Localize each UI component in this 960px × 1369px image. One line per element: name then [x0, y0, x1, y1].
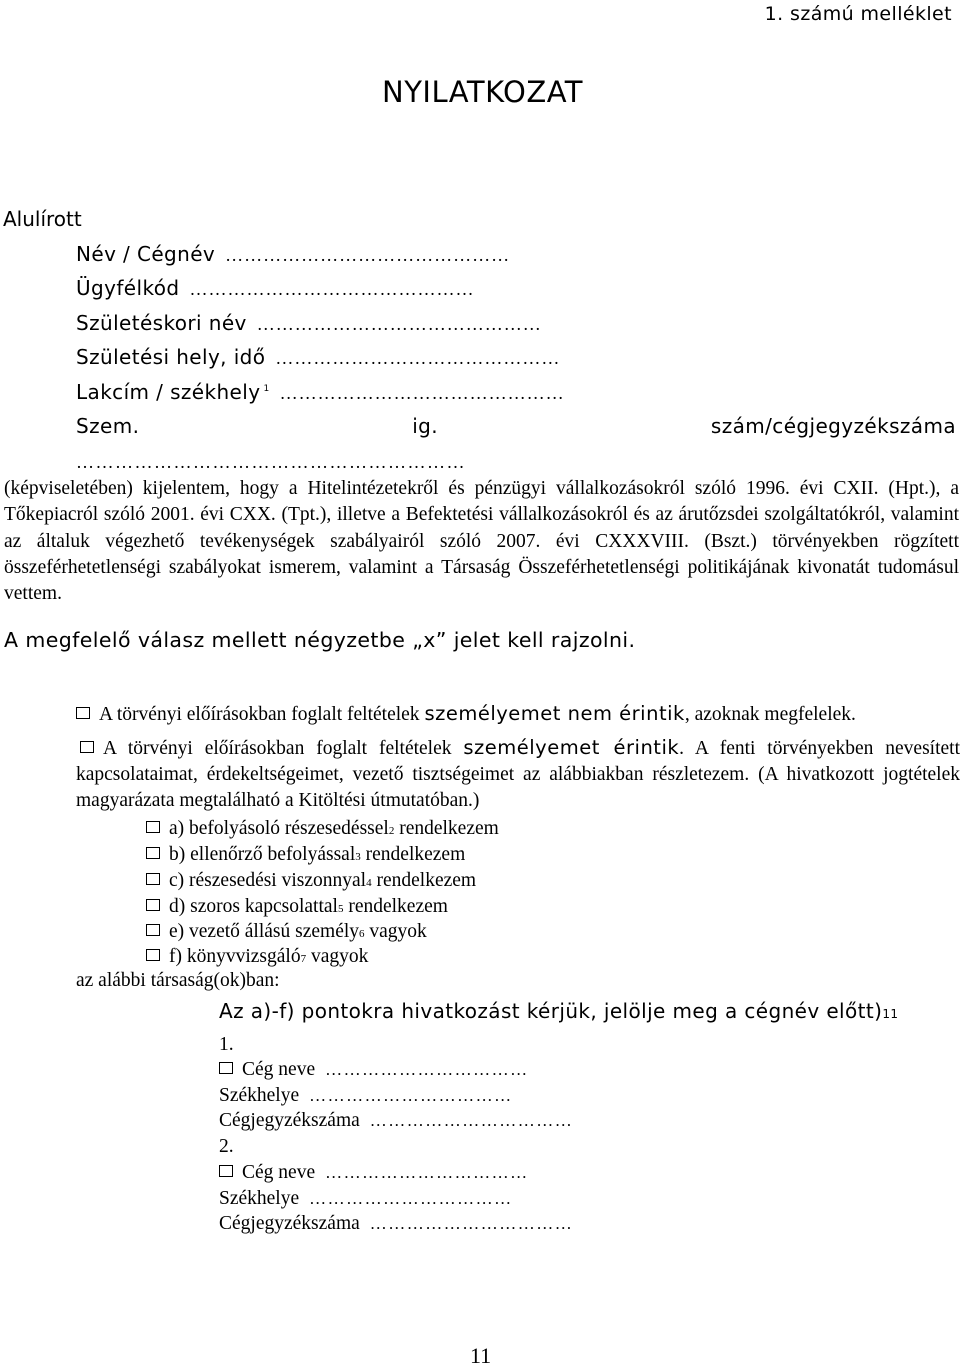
company-2-name	[219, 1162, 529, 1184]
footnote-marker: 11	[882, 1007, 899, 1021]
footnote-marker: 2	[388, 825, 395, 837]
sub-option-text: d) szoros kapcsolattal	[169, 896, 338, 917]
declaration-text: (képviseletében) kijelentem, hogy a Hitelintézetekről és pénzügyi vállalkozásokról szóló 1996. évi CXII. (Hpt.), a Tőkepiacról szóló 2001. évi CXX. (Tpt.), illetve a Befektetési vállalkozásokról és az árutőzsdei szolgáltatókról, valamint az általuk végezhető tevékenységek szabályairól szóló 2007. évi CXXXVIII. (Bszt.) törvényekben rögzített összeférhetetlenségi szabályokat ismerem, valamint a Társaság Összeférhetetlenségi politikájának kivonatát tudomásul vettem.	[4, 478, 959, 605]
sub-option-after: vagyok	[306, 946, 369, 967]
sub-option-text: e) vezető állású személy	[169, 921, 360, 942]
sub-option-a	[146, 818, 499, 840]
company-2-number: 2.	[219, 1136, 234, 1157]
company-seat-label: Székhelye	[219, 1085, 300, 1106]
field-name	[76, 242, 510, 266]
company-seat-dots[interactable]: ……………………………	[309, 1189, 513, 1208]
footnote-marker: 6	[359, 928, 365, 940]
company-reg-dots[interactable]: ……………………………	[369, 1214, 574, 1233]
company-2-seat	[219, 1188, 513, 1210]
option-emphasis: személyemet nem érintik	[424, 702, 685, 725]
field-dots[interactable]: ………………………………………	[189, 279, 475, 299]
option-text-end: . A fenti törvényekben nevesített kapcsolataimat, érdekeltségeimet, vezető tisztségeimet az alábbiakban részletezem. (A hivatkozott jogtételek magyarázata megtalálható a Kitöltési útmutatóban.)	[76, 738, 960, 811]
sub-option-text: f) könyvvizsgáló	[169, 946, 301, 967]
company-reg-label: Cégjegyzékszáma	[219, 1213, 360, 1234]
option-affected	[76, 735, 960, 814]
checkbox-f[interactable]	[146, 949, 160, 961]
page-number: 11	[470, 1343, 492, 1368]
field-birth-place-date	[76, 345, 560, 369]
company-1-name	[219, 1059, 529, 1081]
companies-intro: az alábbi társaság(ok)ban:	[76, 970, 280, 991]
sub-option-text: a) befolyásoló részesedéssel	[169, 818, 389, 839]
checkbox-d[interactable]	[146, 899, 160, 911]
id-word-2: ig.	[412, 414, 439, 438]
company-1-reg	[219, 1110, 573, 1132]
company-1-number: 1.	[219, 1034, 234, 1055]
intro-label: Alulírott	[3, 207, 82, 231]
field-label: Lakcím / székhely	[76, 380, 261, 404]
field-client-code	[76, 276, 474, 300]
field-dots[interactable]: ………………………………………	[256, 314, 542, 334]
sub-option-after: rendelkezem	[394, 818, 499, 839]
declaration-paragraph	[4, 449, 959, 607]
field-dots[interactable]: ………………………………………	[279, 383, 565, 403]
sub-option-after: rendelkezem	[343, 896, 448, 917]
declaration-dots[interactable]: ……………………………………………………	[76, 452, 466, 472]
checkbox-a[interactable]	[146, 821, 160, 833]
sub-option-text: c) részesedési viszonnyal	[169, 870, 367, 891]
page-title: NYILATKOZAT	[382, 75, 584, 109]
sub-option-b	[146, 844, 465, 866]
id-word-1: Szem.	[76, 414, 140, 438]
company-seat-label: Székhelye	[219, 1188, 300, 1209]
reference-note-text: Az a)-f) pontokra hivatkozást kérjük, jelölje meg a cégnév előtt)	[219, 999, 883, 1023]
checkbox-company-1[interactable]	[219, 1062, 233, 1074]
sub-option-d	[146, 896, 448, 918]
field-dots[interactable]: ………………………………………	[275, 348, 561, 368]
id-number-row	[76, 414, 956, 438]
company-name-dots[interactable]: ……………………………	[325, 1060, 529, 1079]
company-name-dots[interactable]: ……………………………	[325, 1163, 529, 1182]
checkbox-company-2[interactable]	[219, 1165, 233, 1177]
checkbox-b[interactable]	[146, 847, 160, 859]
sub-option-after: rendelkezem	[360, 844, 466, 865]
sub-option-c	[146, 870, 476, 892]
instruction-text: A megfelelő válasz mellett négyzetbe „x” jelet kell rajzolni.	[4, 628, 636, 652]
field-dots[interactable]: ………………………………………	[225, 245, 511, 265]
option-text-end: , azoknak megfelelek.	[684, 704, 856, 725]
field-label: Név / Cégnév	[76, 242, 216, 266]
field-label: Születéskori név	[76, 311, 247, 335]
checkbox-c[interactable]	[146, 873, 160, 885]
id-word-3: szám/cégjegyzékszáma	[710, 414, 956, 438]
reference-note	[219, 999, 898, 1023]
option-not-affected	[76, 701, 960, 728]
company-2-reg	[219, 1213, 573, 1235]
company-reg-dots[interactable]: ……………………………	[369, 1111, 574, 1130]
checkbox-not-affected[interactable]	[76, 707, 90, 719]
sub-option-after: vagyok	[364, 921, 427, 942]
company-name-label: Cég neve	[242, 1162, 316, 1183]
footnote-marker: 7	[300, 953, 307, 965]
option-emphasis: személyemet érintik	[463, 736, 680, 759]
option-text: A törvényi előírásokban foglalt feltételek	[99, 704, 425, 725]
field-address	[76, 380, 565, 404]
annex-label: 1. számú melléklet	[764, 3, 952, 25]
footnote-marker: 4	[366, 877, 372, 889]
company-seat-dots[interactable]: ……………………………	[309, 1086, 513, 1105]
field-label: Születési hely, idő	[76, 345, 266, 369]
field-label: Ügyfélkód	[76, 276, 180, 300]
company-name-label: Cég neve	[242, 1059, 316, 1080]
checkbox-affected[interactable]	[80, 741, 94, 753]
sub-option-f	[146, 946, 368, 968]
company-1-seat	[219, 1085, 513, 1107]
footnote-marker: 5	[337, 903, 344, 915]
footnote-marker: 3	[355, 851, 361, 863]
company-reg-label: Cégjegyzékszáma	[219, 1110, 360, 1131]
checkbox-e[interactable]	[146, 924, 160, 936]
sub-option-text: b) ellenőrző befolyással	[169, 844, 356, 865]
field-birth-name	[76, 311, 542, 335]
sub-option-e	[146, 921, 427, 943]
sub-option-after: rendelkezem	[371, 870, 477, 891]
option-text: A törvényi előírásokban foglalt feltételek	[103, 738, 464, 759]
footnote-marker: 1	[263, 384, 270, 395]
